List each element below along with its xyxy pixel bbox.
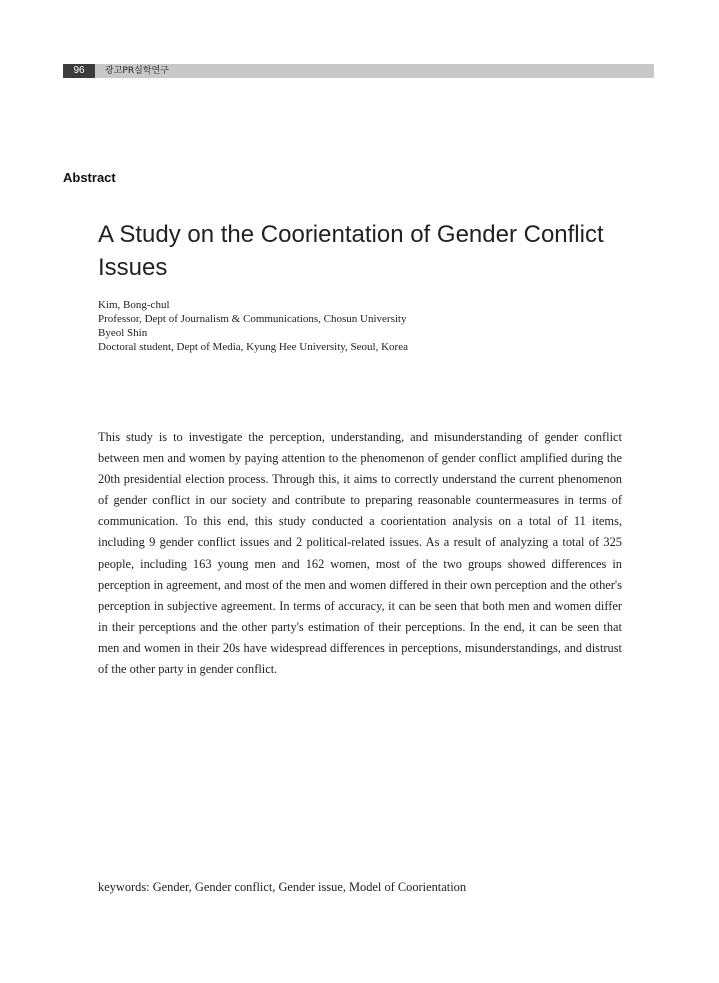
section-heading: Abstract bbox=[63, 170, 116, 185]
author-affiliation: Professor, Dept of Journalism & Communications, Chosun University bbox=[98, 313, 407, 325]
author-name: Kim, Bong-chul bbox=[98, 299, 170, 311]
author-name: Byeol Shin bbox=[98, 327, 148, 339]
journal-name: 광고PR실학연구 bbox=[105, 66, 169, 76]
abstract-body: This study is to investigate the perception, understanding, and misunderstanding of gender conflict between men and women by paying attention to the phenomenon of gender conflict amplified during the 20th presidential election process. Through this, it aims to correctly understand the current phenomenon of gender conflict in our society and contribute to preparing reasonable countermeasures in terms of communication. To this end, this study conducted a coorientation analysis on a total of 11 items, including 9 gender conflict issues and 2 political-related issues. As a result of analyzing a total of 325 people, including 163 young men and 162 women, most of the two groups showed differences in perception in agreement, and most of the men and women differed in their own perception and the other's perception in subjective agreement. In terms of accuracy, it can be seen that both men and women differ in their perceptions and the other party's estimation of their perceptions. In the end, it can be seen that men and women in their 20s have widespread differences in perceptions, misunderstandings, and distrust of the other party in gender conflict. bbox=[98, 430, 622, 677]
paper-title: A Study on the Coorientation of Gender Conflict Issues bbox=[98, 221, 604, 281]
page-number: 96 bbox=[63, 64, 95, 78]
keywords: keywords: Gender, Gender conflict, Gender issue, Model of Coorientation bbox=[98, 880, 467, 894]
author-block bbox=[98, 298, 628, 354]
author-affiliation: Doctoral student, Dept of Media, Kyung Hee University, Seoul, Korea bbox=[98, 341, 408, 353]
